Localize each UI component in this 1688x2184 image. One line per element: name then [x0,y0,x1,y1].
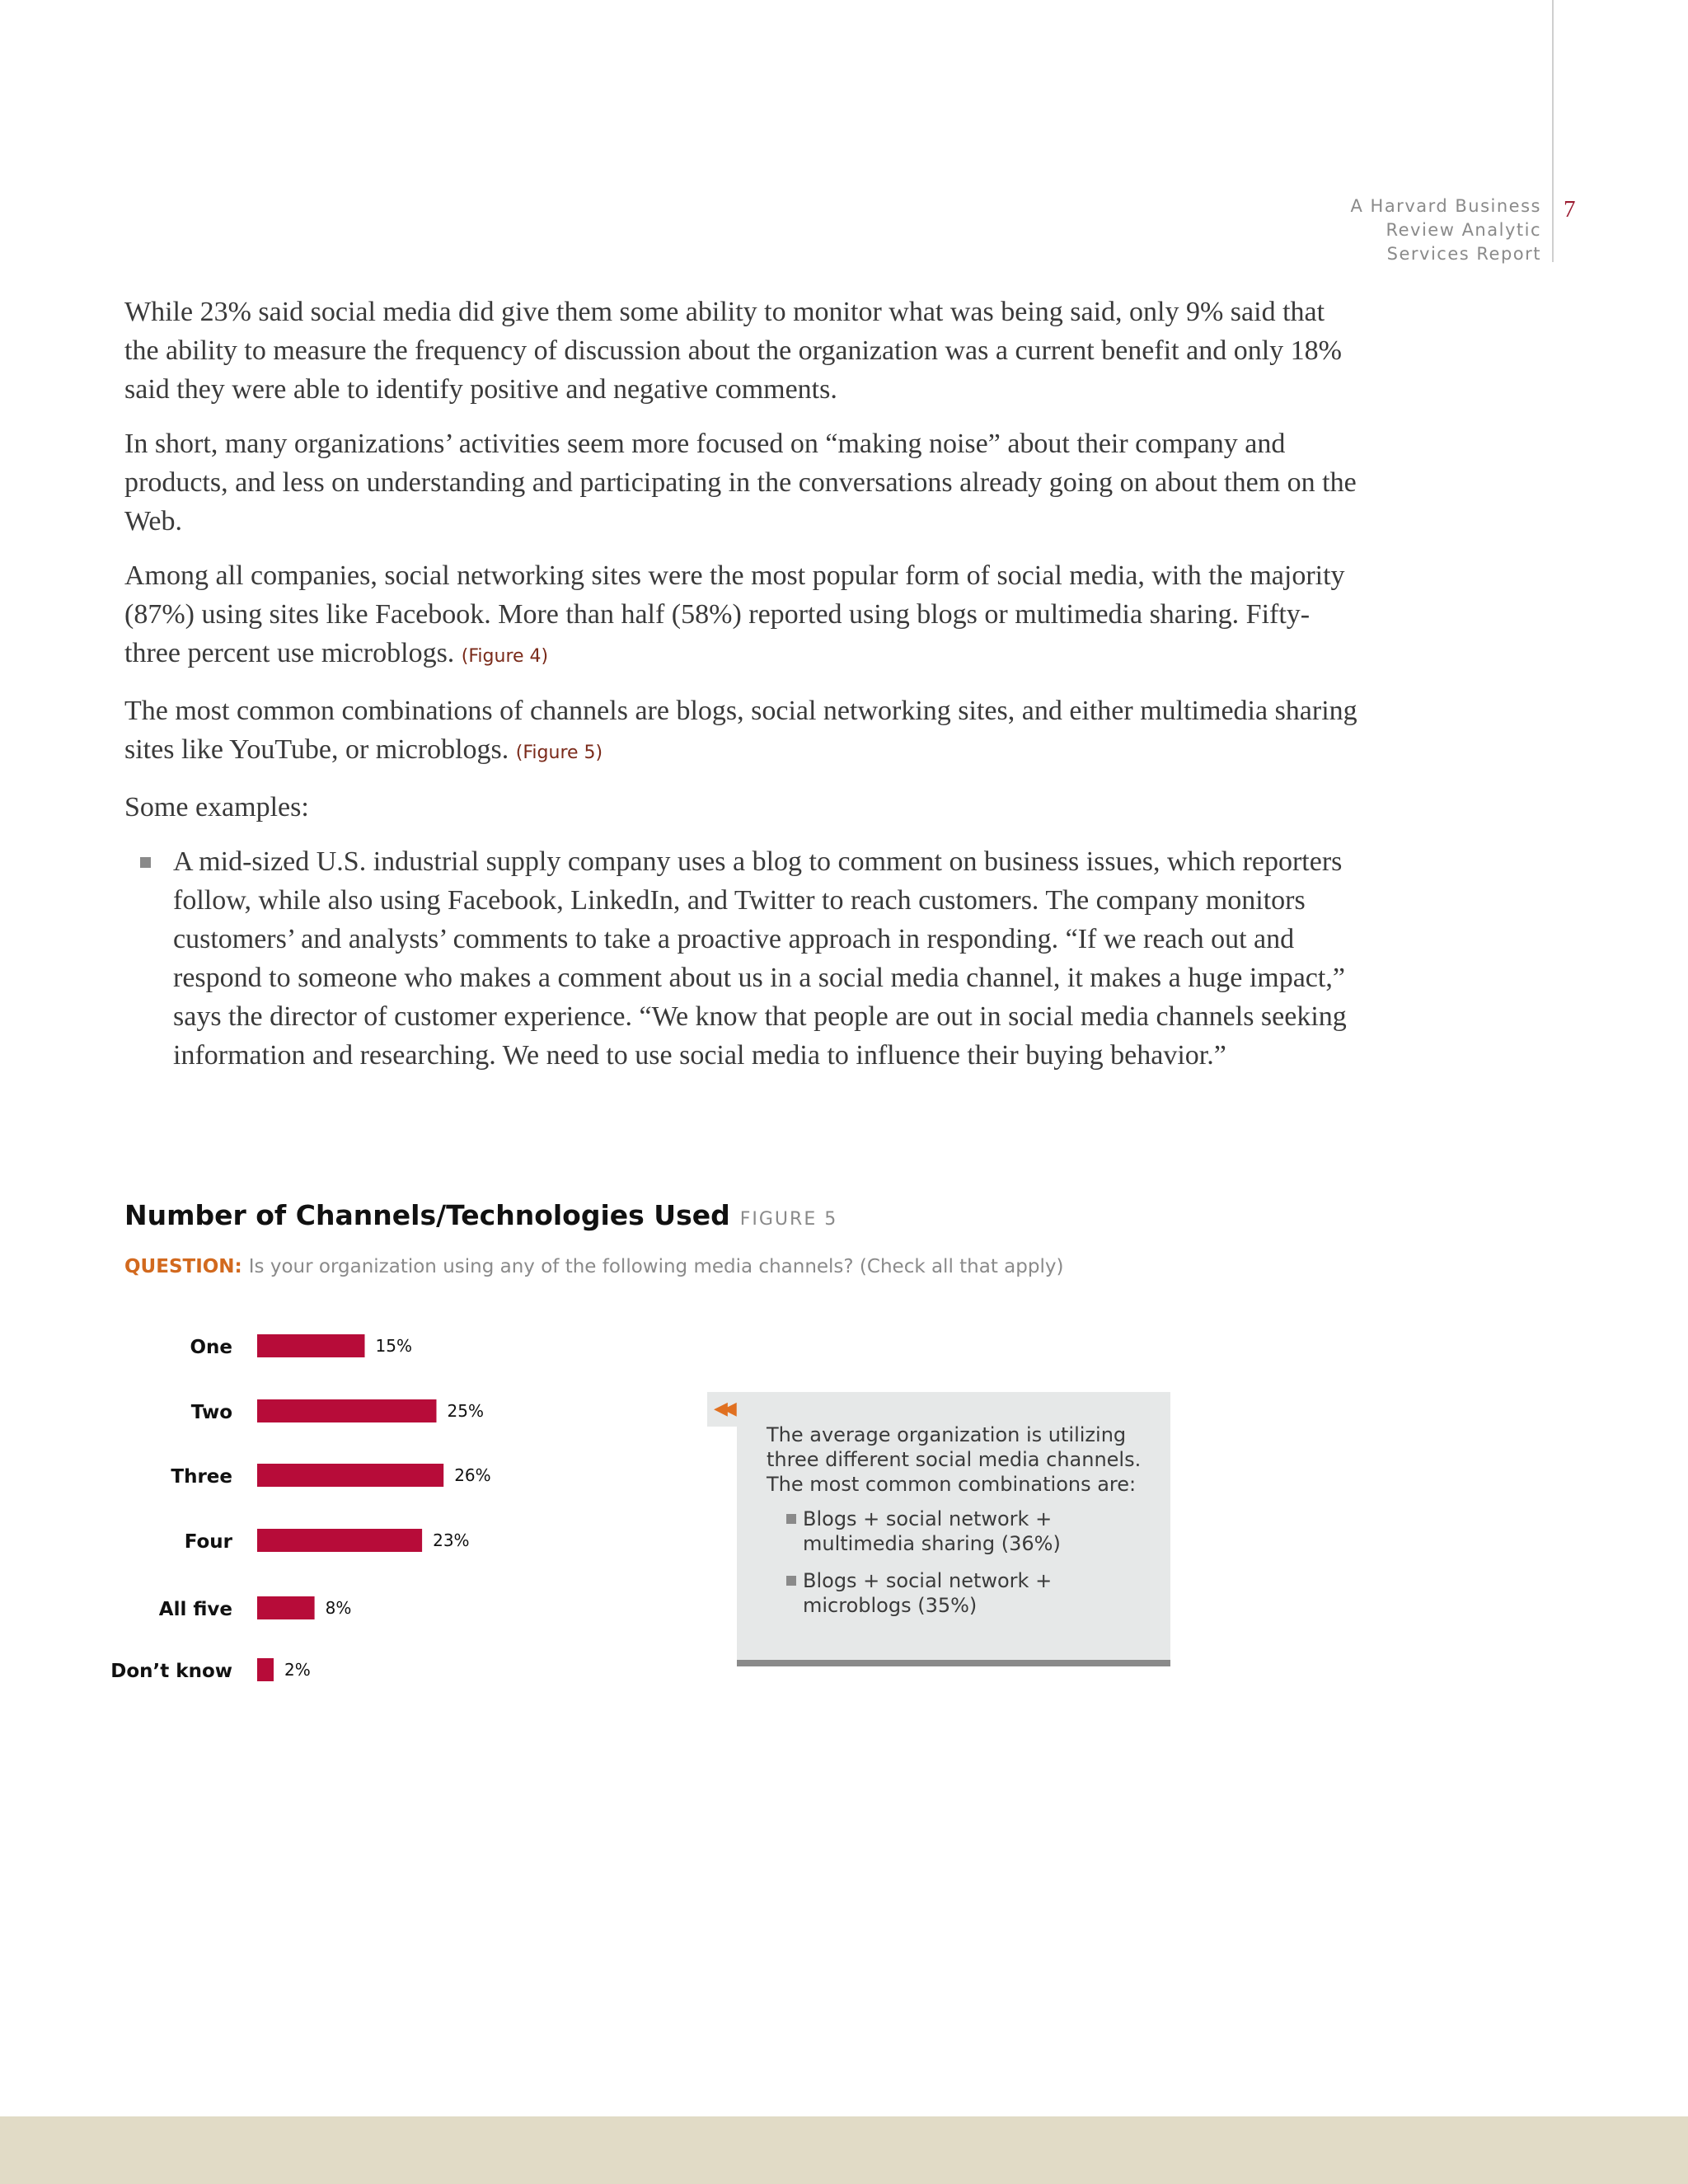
list-item-text: A mid-sized U.S. industrial supply company uses a blog to comment on business issues, which reporters follow, while also using Facebook, LinkedIn, and Twitter to reach customers. The company monitors customers’ and analysts’ comments to take a proactive approach in responding. “If we reach out and respond to someone who makes a comment about us in a social media channel, it makes a huge impact,” says the director of customer experience. “We know that people are out in social media channels seeking information and researching. We need to use social media to influence their buying behavior.” [173,846,1347,1071]
bar-chart-svg [0,1319,577,1698]
footer-band [0,2116,1688,2184]
bar [257,1334,365,1357]
figure-title-text: Number of Channels/Technologies Used [124,1199,730,1231]
data-label: 26% [454,1465,491,1485]
header-divider [1552,0,1554,262]
paragraph-text: Among all companies, social networking sites were the most popular form of social media, with the majority (87%) using sites like Facebook. More than half (58%) reported using blogs or multimedia sharing. Fifty-three percent use microblogs. [124,560,1345,668]
paragraph-text: The most common combinations of channels are blogs, social networking sites, and either multimedia sharing sites like YouTube, or microblogs. [124,696,1357,765]
list-item [786,1568,1154,1618]
figure-number: FIGURE 5 [739,1209,838,1230]
square-bullet-icon [786,1514,796,1524]
bar [257,1596,315,1619]
callout-intro: The average organization is utilizing three different social media channels. The most common combinations are: [767,1423,1142,1496]
list-item-text: Blogs + social network + microblogs (35%) [803,1569,1053,1617]
bar [257,1464,443,1487]
paragraph [124,424,1361,541]
figure-title [124,1199,837,1231]
report-header-line: A Harvard Business [1350,196,1541,216]
figure-reference[interactable]: (Figure 4) [461,646,549,667]
category-label: Four [184,1531,232,1553]
category-label: Don’t know [110,1661,232,1682]
category-label: All five [158,1599,232,1620]
question-label: QUESTION: [124,1256,242,1277]
page-number: 7 [1564,196,1576,223]
body-text [124,293,1361,1075]
category-label: Two [190,1402,232,1423]
figure-question [124,1256,1063,1277]
square-bullet-icon [140,857,151,868]
list-item-text: Blogs + social network + multimedia sharing (36%) [803,1507,1061,1555]
question-text: Is your organization using any of the following media channels? (Check all that apply) [248,1256,1064,1277]
callout-text [767,1422,1154,1630]
square-bullet-icon [786,1576,796,1586]
data-label: 25% [447,1401,484,1421]
double-chevron-left-icon: ◀◀ [714,1399,732,1419]
bar [257,1658,274,1681]
paragraph: Some examples: [124,792,309,823]
data-label: 8% [325,1598,352,1618]
category-label: One [190,1337,232,1358]
bar [257,1399,437,1422]
data-label: 23% [433,1530,470,1550]
callout-list [786,1507,1154,1618]
report-header-line: Services Report [1386,244,1541,264]
list-item [171,842,1361,1075]
examples-list [171,842,1361,1075]
paragraph-text: In short, many organizations’ activities seem more focused on “making noise” about their company and products, and less on understanding and participating in the conversations already going on about them on the Web. [124,429,1357,537]
paragraph [124,556,1361,676]
report-header [1245,194,1541,266]
paragraph: While 23% said social media did give them some ability to monitor what was being said, only 9% said that the ability to measure the frequency of discussion about the organization was a current benefit and only 18% said they were able to identify positive and negative comments. [124,297,1342,405]
list-item [786,1507,1154,1556]
data-label: 2% [284,1660,311,1680]
figure-reference[interactable]: (Figure 5) [515,743,603,763]
report-header-line: Review Analytic [1386,220,1541,240]
paragraph [124,691,1361,772]
category-label: Three [171,1466,232,1488]
bar [257,1529,422,1552]
data-label: 15% [375,1336,412,1356]
bar-chart [0,1319,577,1698]
